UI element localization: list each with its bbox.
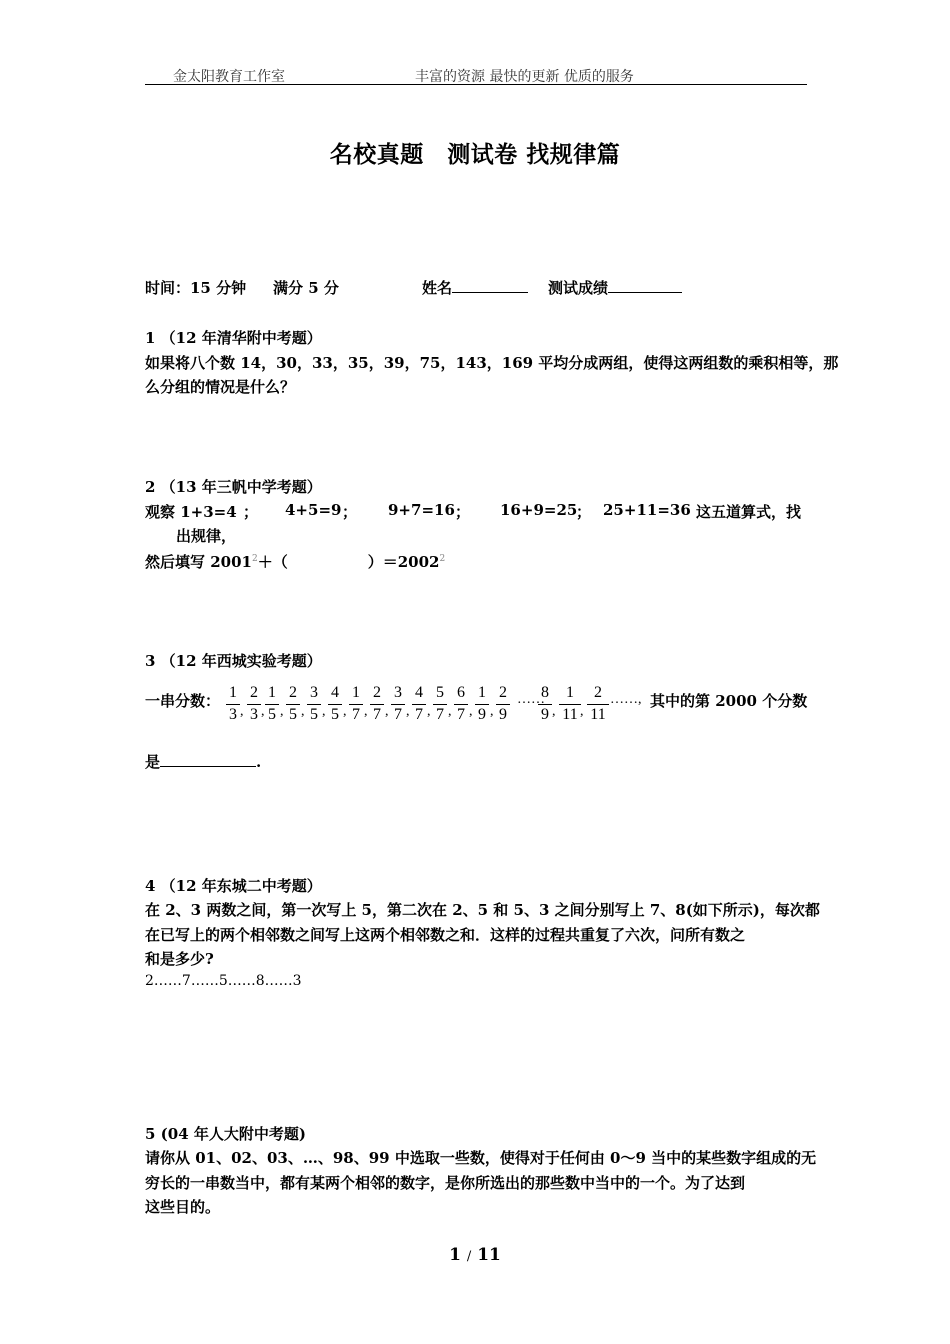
fraction-numerator: 5	[436, 684, 444, 701]
fraction-bar	[349, 704, 363, 705]
q2-part-7: 16+9=25	[500, 501, 578, 519]
q2-part-10: 这五道算式，找	[696, 503, 802, 521]
fraction-bar	[226, 704, 240, 705]
fraction-denominator: 7	[373, 706, 381, 723]
q3-lead: 一串分数：	[145, 692, 221, 710]
fraction-denominator: 7	[436, 706, 444, 723]
fraction-bar	[247, 704, 261, 705]
fraction-comma: ,	[552, 704, 556, 719]
fraction-numerator: 6	[457, 684, 465, 701]
q2-part-8: ；	[576, 503, 592, 521]
fraction-comma: ,	[427, 704, 431, 719]
fraction-comma: ,	[240, 704, 244, 719]
fraction-numerator: 1	[229, 684, 237, 701]
fraction-numerator: 2	[373, 684, 381, 701]
page-slash: /	[466, 1249, 472, 1264]
fraction-denominator: 5	[310, 706, 318, 723]
q5-text-line1: 请你从 01、02、03、…、98、99 中选取一些数，使得对于任何由 0～9 当中的某些数字组成的无	[145, 1149, 817, 1167]
fraction-bar	[587, 704, 609, 705]
q3-answer-blank	[160, 751, 256, 767]
fraction-comma: ,	[448, 704, 452, 719]
fraction-comma: ,	[469, 704, 473, 719]
info-result-field	[548, 277, 682, 298]
q5-heading: 5 (04 年人大附中考题)	[145, 1125, 306, 1143]
page-total: 11	[477, 1245, 501, 1265]
fraction-denominator: 7	[394, 706, 402, 723]
fraction-denominator: 11	[590, 706, 606, 723]
fraction-comma: ,	[261, 704, 265, 719]
q2-fill-b: ＋（	[257, 553, 288, 571]
q1-text-line1: 如果将八个数 14，30，33，35，39，75，143，169 平均分成两组，使得这两组数的乘积相等，那	[145, 354, 839, 372]
fraction-denominator: 9	[478, 706, 486, 723]
q2-part-5: 9+7=16	[388, 501, 455, 519]
fraction-denominator: 9	[541, 706, 549, 723]
fraction-denominator: 7	[457, 706, 465, 723]
fraction-bar	[412, 704, 426, 705]
header-right-text: 丰富的资源 最快的更新 优质的服务	[415, 69, 634, 85]
fraction-numerator: 1	[352, 684, 360, 701]
fraction-denominator: 3	[229, 706, 237, 723]
q2-fill-a: 然后填写 2001	[145, 553, 252, 571]
fraction-bar	[454, 704, 468, 705]
q3-tail: 其中的第 2000 个分数	[650, 692, 808, 710]
header-left-text: 金太阳教育工作室	[173, 69, 285, 85]
fraction-denominator: 7	[415, 706, 423, 723]
fraction-denominator: 9	[499, 706, 507, 723]
q2-sup-2: 2	[439, 554, 446, 564]
fraction-denominator: 3	[250, 706, 258, 723]
fraction-bar	[370, 704, 384, 705]
fraction-denominator: 11	[562, 706, 578, 723]
q4-text-line1: 在 2、3 两数之间，第一次写上 5，第二次在 2、5 和 5、3 之间分别写上 7、8(如下所示)，每次都	[145, 901, 820, 919]
page-number: 1	[449, 1245, 461, 1265]
fraction-comma: ,	[322, 704, 326, 719]
fraction-numerator: 4	[331, 684, 339, 701]
q1-text-line2: 么分组的情况是什么？	[145, 378, 296, 396]
q5-text-line3: 这些目的。	[145, 1198, 221, 1216]
q3-answer-label: 是	[145, 753, 161, 771]
info-name-field	[422, 277, 528, 298]
fraction-numerator: 2	[250, 684, 258, 701]
q2-part-9: 25+11=36	[603, 501, 691, 519]
fraction-comma: ,	[490, 704, 494, 719]
fraction-comma: ,	[406, 704, 410, 719]
fraction-numerator: 1	[478, 684, 486, 701]
q4-heading: 4 （12 年东城二中考题）	[145, 877, 322, 895]
q2-part-6: ；	[455, 503, 471, 521]
q2-text-line2: 出规律，	[176, 527, 237, 545]
q3-heading: 3 （12 年西城实验考题）	[145, 652, 322, 670]
fraction-comma: ,	[385, 704, 389, 719]
fraction-comma: ,	[364, 704, 368, 719]
q3-answer-line	[145, 751, 261, 772]
fraction-denominator: 5	[331, 706, 339, 723]
info-time: 时间：15 分钟	[145, 279, 247, 297]
fraction-numerator: 3	[310, 684, 318, 701]
fraction-comma: ,	[301, 704, 305, 719]
fraction-bar	[307, 704, 321, 705]
fraction-bar	[559, 704, 581, 705]
fraction-numerator: 2	[499, 684, 507, 701]
fraction-bar	[286, 704, 300, 705]
fraction-numerator: 1	[566, 684, 574, 701]
fraction-numerator: 2	[594, 684, 602, 701]
fraction-numerator: 1	[268, 684, 276, 701]
fraction-numerator: 3	[394, 684, 402, 701]
q2-part-2: ；	[243, 503, 259, 521]
page-footer	[0, 1245, 950, 1265]
info-score: 满分 5 分	[273, 279, 339, 297]
fraction-numerator: 8	[541, 684, 549, 701]
q2-part-3: 4+5=9	[285, 501, 342, 519]
fraction-numerator: 4	[415, 684, 423, 701]
fraction-comma: ,	[343, 704, 347, 719]
fraction-bar	[475, 704, 489, 705]
fraction-denominator: 5	[289, 706, 297, 723]
fraction-denominator: 7	[352, 706, 360, 723]
q4-text-line3: 和是多少?	[145, 950, 214, 968]
fraction-bar	[391, 704, 405, 705]
q2-part-1: 观察 1+3=4	[145, 503, 237, 521]
q5-text-line2: 穷长的一串数当中，都有某两个相邻的数字，是你所选出的那些数中当中的一个。为了达到	[145, 1174, 746, 1192]
fraction-denominator: 5	[268, 706, 276, 723]
q2-fill-c: ）＝2002	[367, 553, 440, 571]
q3-ellipsis-mid: ……	[517, 692, 545, 707]
result-blank	[608, 277, 682, 293]
q3-ellipsis-end: ……,	[610, 692, 642, 707]
fraction-bar	[496, 704, 510, 705]
q4-text-line2: 在已写上的两个相邻数之间写上这两个相邻数之和．这样的过程共重复了六次，问所有数之	[145, 926, 746, 944]
fraction-bar	[265, 704, 279, 705]
fraction-comma: ,	[280, 704, 284, 719]
q2-part-4: ；	[342, 503, 358, 521]
q1-heading: 1 （12 年清华附中考题）	[145, 329, 322, 347]
name-label: 姓名	[422, 279, 453, 297]
page-title: 名校真题 测试卷 找规律篇	[329, 142, 621, 168]
fraction-comma: ,	[580, 704, 584, 719]
q4-sequence: 2……7……5……8……3	[145, 973, 302, 989]
name-blank	[452, 277, 528, 293]
q3-answer-end: .	[256, 753, 262, 771]
q2-heading: 2 （13 年三帆中学考题）	[145, 478, 322, 496]
page-header	[145, 64, 807, 85]
fraction-bar	[328, 704, 342, 705]
q2-fill-line	[145, 551, 445, 572]
fraction-bar	[433, 704, 447, 705]
q2-sup-1: 2	[251, 554, 258, 564]
fraction-numerator: 2	[289, 684, 297, 701]
result-label: 测试成绩	[548, 279, 609, 297]
